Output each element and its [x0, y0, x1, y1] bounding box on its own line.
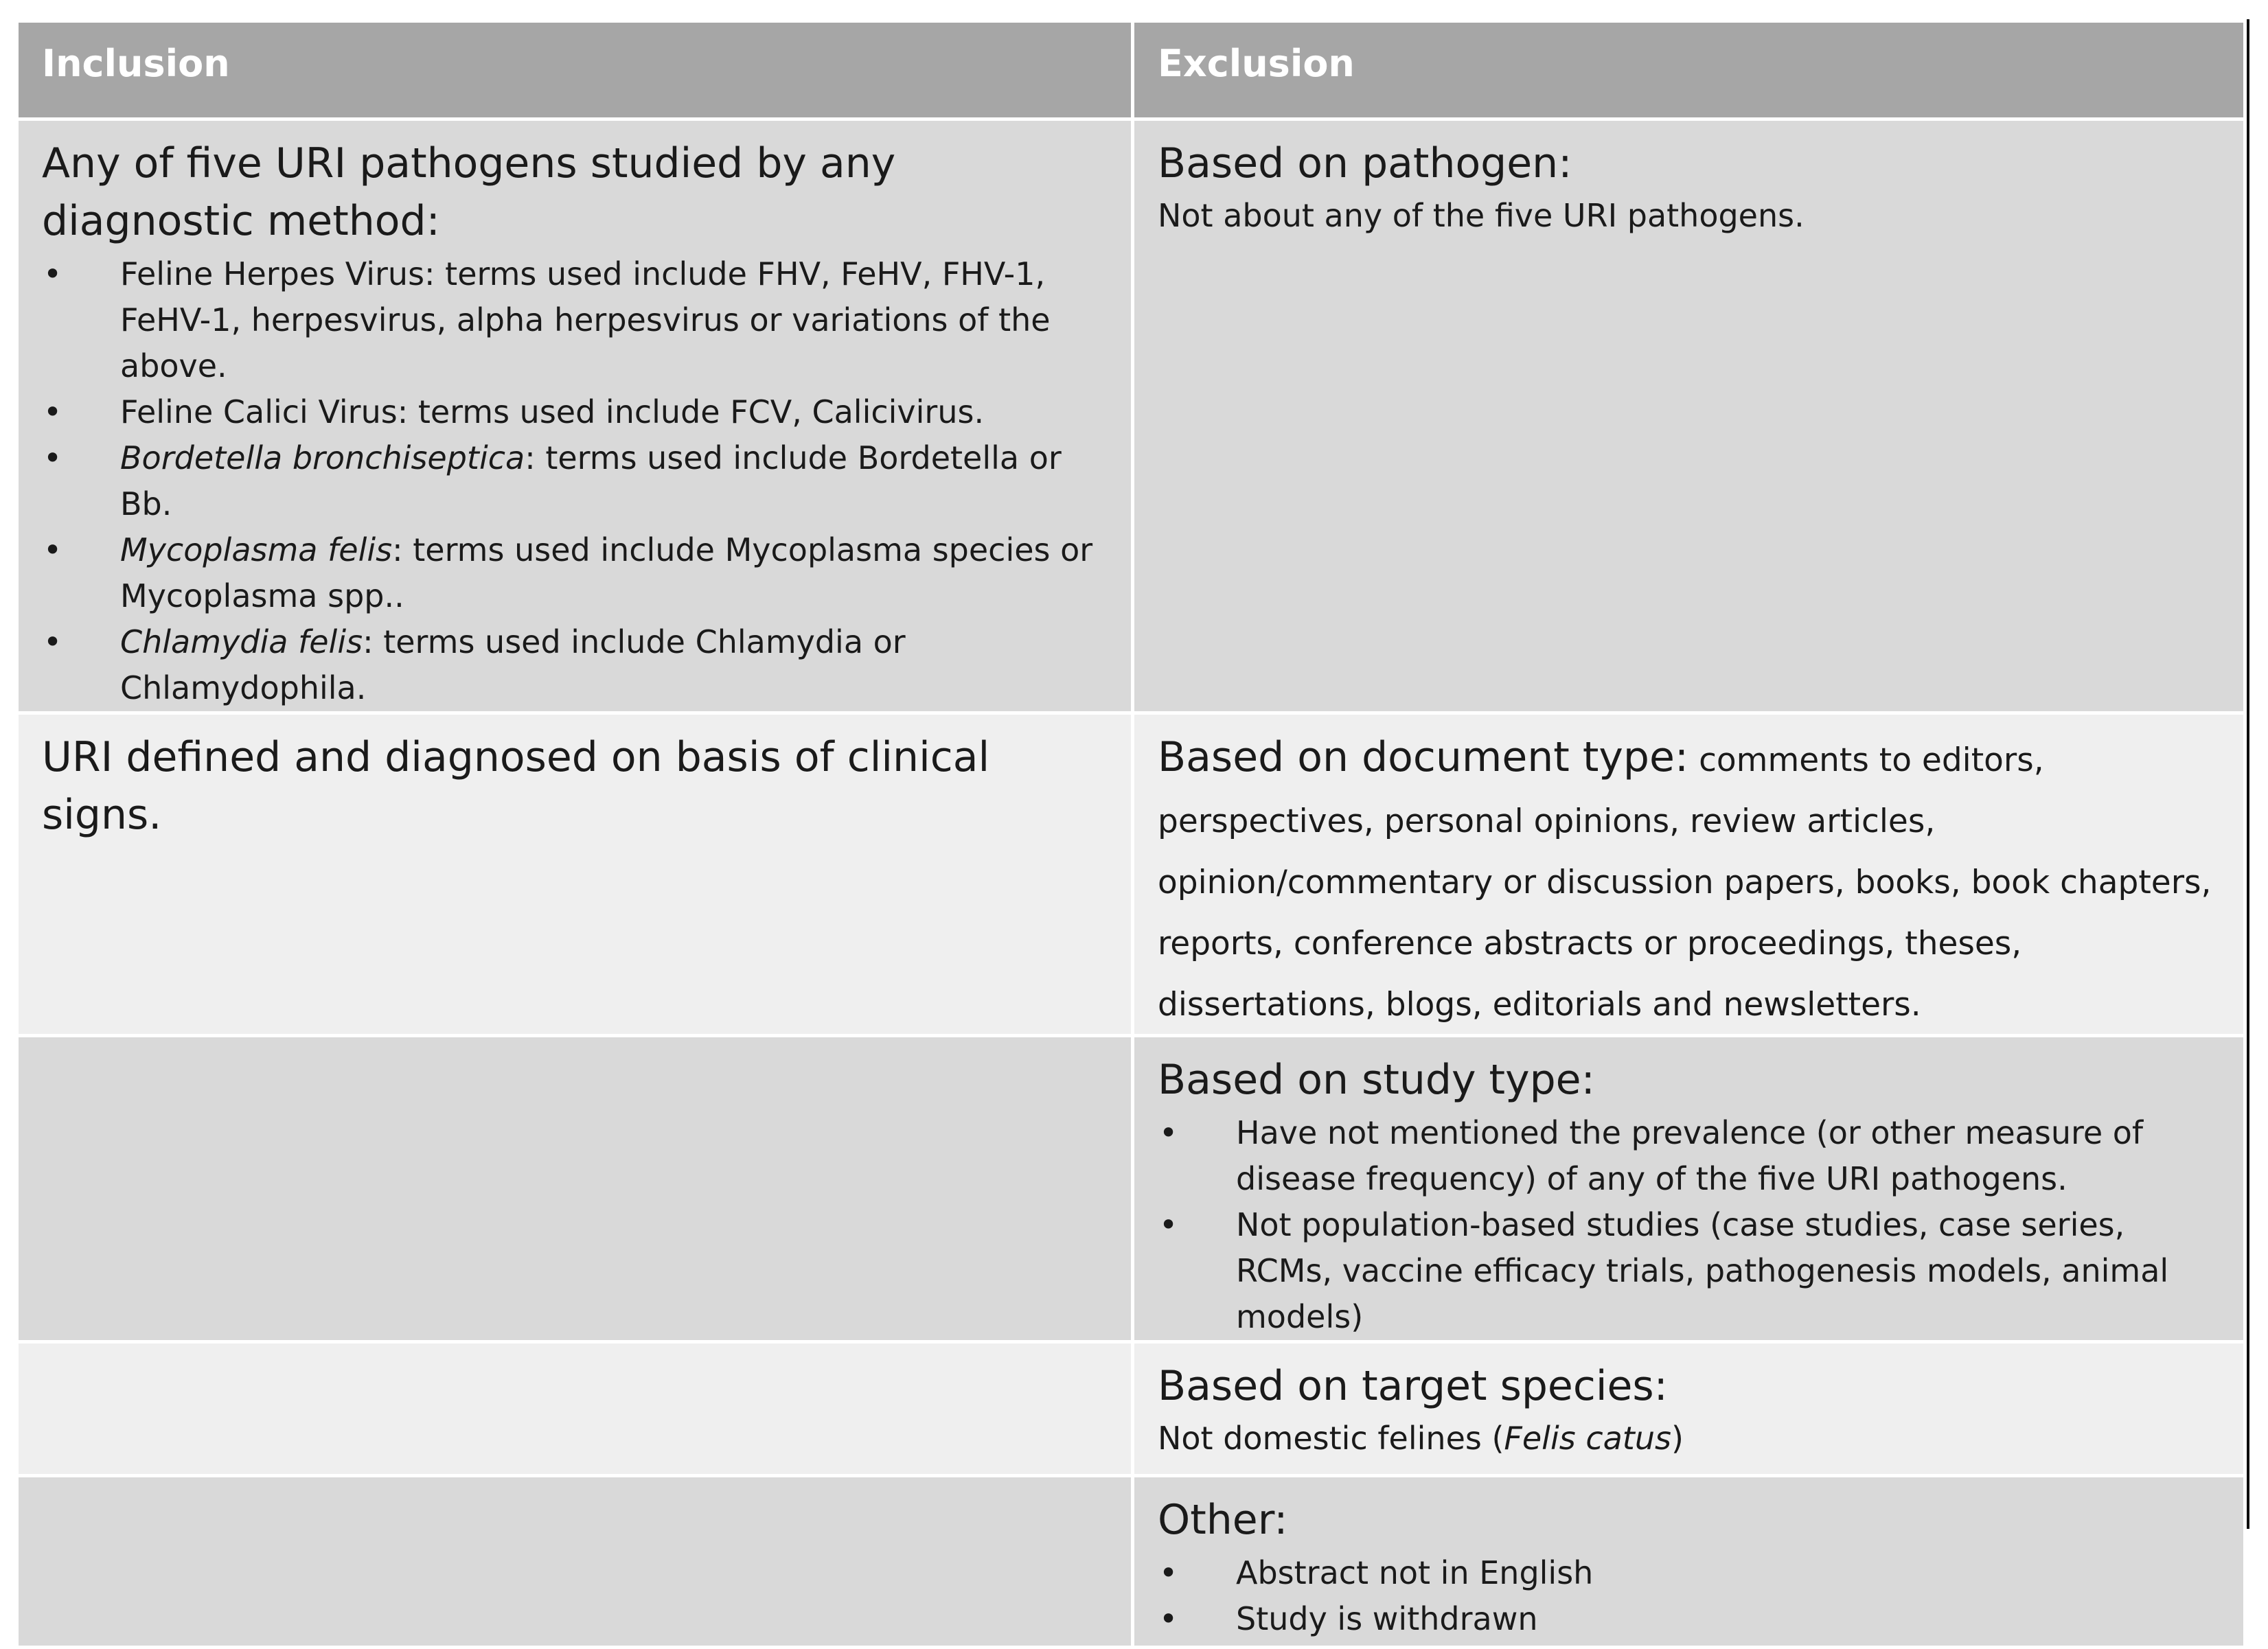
criteria-table-frame: [15, 19, 2249, 1637]
exclusion-cell: [1133, 713, 2245, 1036]
table-row: [17, 713, 2245, 1036]
inclusion-header: [17, 21, 1133, 119]
list-item: • Chlamydia felis: terms used include Chlamydia or Chlamydophila.: [42, 619, 1108, 711]
list-item: • Feline Calici Virus: terms used include FCV, Calicivirus.: [42, 389, 1108, 435]
other-list: [1158, 1550, 2220, 1642]
exclusion-heading: Based on pathogen:: [1158, 139, 1572, 187]
list-item: • Not population-based studies (case studies, case series, RCMs, vaccine efficacy trials, pathogenesis models, animal models): [1158, 1202, 2220, 1340]
list-item: • Abstract not in English: [1158, 1550, 2220, 1596]
inclusion-cell-empty: [17, 1036, 1133, 1342]
list-item: • Feline Herpes Virus: terms used include FHV, FeHV, FHV-1, FeHV-1, herpesvirus, alpha herpesvirus or variations of the above.: [42, 251, 1108, 389]
criteria-table: [15, 19, 2247, 1649]
exclusion-text: comments to editors, perspectives, personal opinions, review articles, opinion/commentary or discussion papers, books, book chapters, reports, conference abstracts or proceedings, theses, dissertations, blogs, editorials and newsletters.: [1158, 741, 2212, 1024]
list-item: • Mycoplasma felis: terms used include Mycoplasma species or Mycoplasma spp..: [42, 527, 1108, 619]
study-type-list: [1158, 1110, 2220, 1340]
inclusion-cell-empty: [17, 1476, 1133, 1648]
pathogen-list: [42, 251, 1108, 711]
exclusion-cell: [1133, 119, 2245, 713]
table-row: [17, 1476, 2245, 1648]
exclusion-text: Not domestic felines (Felis catus): [1158, 1420, 1684, 1457]
inclusion-cell: [17, 119, 1133, 713]
list-item: • Have not mentioned the prevalence (or other measure of disease frequency) of any of the five URI pathogens.: [1158, 1110, 2220, 1202]
exclusion-cell: [1133, 1342, 2245, 1476]
exclusion-header: [1133, 21, 2245, 119]
list-item: • Bordetella bronchiseptica: terms used include Bordetella or Bb.: [42, 435, 1108, 527]
header-row: [17, 21, 2245, 119]
inclusion-heading: URI defined and diagnosed on basis of clinical signs.: [42, 733, 990, 839]
exclusion-cell: [1133, 1036, 2245, 1342]
inclusion-cell-empty: [17, 1342, 1133, 1476]
table-row: [17, 119, 2245, 713]
inclusion-heading: Any of five URI pathogens studied by any diagnostic method:: [42, 139, 896, 245]
table-row: [17, 1342, 2245, 1476]
exclusion-heading: Based on target species:: [1158, 1362, 1668, 1410]
exclusion-heading: Other:: [1158, 1496, 1288, 1544]
exclusion-heading: Based on document type: comments to editors, perspectives, personal opinions, review articles, opinion/commentary or discussion papers, books, book chapters, reports, conference abstracts or proceedings, theses, dissertations, blogs, editorials and newsletters.: [1158, 733, 2212, 1024]
exclusion-text: Not about any of the five URI pathogens.: [1158, 197, 1805, 234]
table-row: [17, 1036, 2245, 1342]
list-item: • Study is withdrawn: [1158, 1596, 2220, 1642]
inclusion-cell: [17, 713, 1133, 1036]
exclusion-header-label: Exclusion: [1158, 42, 1355, 85]
exclusion-heading: Based on study type:: [1158, 1056, 1595, 1104]
inclusion-header-label: Inclusion: [42, 42, 230, 85]
exclusion-cell: [1133, 1476, 2245, 1648]
